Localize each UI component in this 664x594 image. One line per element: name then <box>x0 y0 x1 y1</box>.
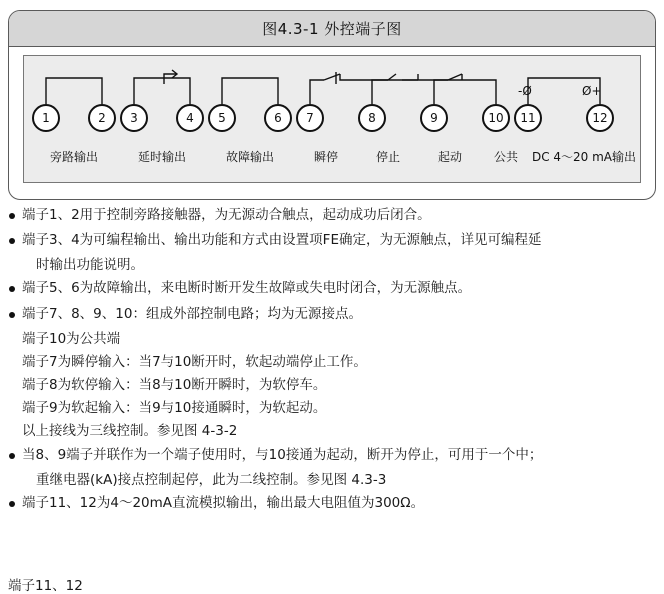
note-three-wire: 以上接线为三线控制。参见图 4-3-2 <box>22 423 238 440</box>
label-start: 起动 <box>437 150 462 164</box>
label-common: 公共 <box>493 150 518 164</box>
terminal-5[interactable]: 5 <box>208 104 236 132</box>
terminal-9[interactable]: 9 <box>420 104 448 132</box>
terminal-12[interactable]: 12 <box>586 104 614 132</box>
polarity-plus-label: Ø+ <box>582 84 602 98</box>
terminal-1[interactable]: 1 <box>32 104 60 132</box>
terminal-11[interactable]: 11 <box>514 104 542 132</box>
note-terminal-8: 端子8为软停输入：当8与10断开瞬时，为软停车。 <box>22 377 327 394</box>
label-delay-output: 延时输出 <box>137 150 186 164</box>
notes-list <box>8 206 658 519</box>
terminal-4[interactable]: 4 <box>176 104 204 132</box>
label-momentary-stop: 瞬停 <box>313 150 338 164</box>
page-tail-text: 端子11、12 <box>8 578 83 594</box>
note-terminal-1-2: 端子1、2用于控制旁路接触器，为无源动合触点，起动成功后闭合。 <box>8 206 658 225</box>
terminal-6[interactable]: 6 <box>264 104 292 132</box>
note-two-wire: 当8、9端子并联作为一个端子使用时，与10接通为起动，断开为停止，可用于一个中； <box>8 446 658 465</box>
terminal-8[interactable]: 8 <box>358 104 386 132</box>
note-terminal-11-12: 端子11、12为4～20mA直流模拟输出，输出最大电阻值为300Ω。 <box>8 494 658 513</box>
terminal-2[interactable]: 2 <box>88 104 116 132</box>
note-terminal-3-4: 端子3、4为可编程输出、输出功能和方式由设置项FE确定，为无源触点，详见可编程延 <box>8 231 658 250</box>
terminal-7[interactable]: 7 <box>296 104 324 132</box>
note-terminal-9: 端子9为软起输入：当9与10接通瞬时，为软起动。 <box>22 400 327 417</box>
label-stop: 停止 <box>375 150 400 164</box>
label-analog-output: DC 4～20 mA输出 <box>531 150 637 164</box>
note-terminal-7-10: 端子7、8、9、10：组成外部控制电路；均为无源接点。 <box>8 305 658 324</box>
label-fault-output: 故障输出 <box>225 150 274 164</box>
note-terminal-10: 端子10为公共端 <box>22 330 121 347</box>
label-bypass-output: 旁路输出 <box>49 150 98 164</box>
note-two-wire-cont: 重继电器(kA)接点控制起停，此为二线控制。参见图 4.3-3 <box>36 471 387 488</box>
terminal-10[interactable]: 10 <box>482 104 510 132</box>
terminal-3[interactable]: 3 <box>120 104 148 132</box>
figure-panel <box>8 10 656 200</box>
note-terminal-5-6: 端子5、6为故障输出，来电断时断开发生故障或失电时闭合，为无源触点。 <box>8 279 658 298</box>
note-terminal-7: 端子7为瞬停输入：当7与10断开时，软起动端停止工作。 <box>22 353 367 370</box>
note-terminal-3-4-cont: 时输出功能说明。 <box>36 257 144 274</box>
figure-title-bar <box>9 11 655 47</box>
terminal-diagram <box>23 55 641 183</box>
figure-title: 图4.3-1 外控端子图 <box>262 20 402 38</box>
polarity-minus-label: -Ø <box>518 84 532 98</box>
